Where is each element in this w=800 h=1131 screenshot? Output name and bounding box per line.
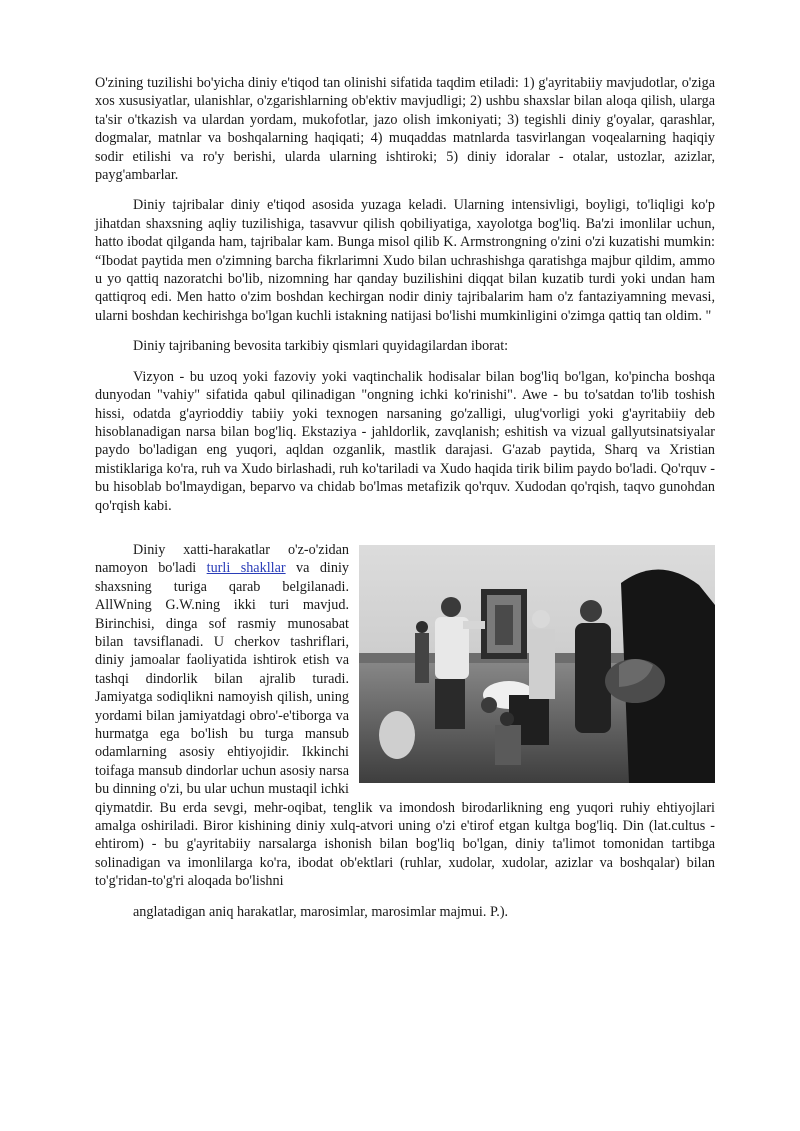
section-spacer (95, 527, 715, 541)
paragraph-components-intro: Diniy tajribaning bevosita tarkibiy qismlari quyidagilardan iborat: (133, 338, 509, 355)
religious-procession-photo-icon (359, 545, 715, 783)
paragraph-cult-definition-end: anglatadigan aniq harakatlar, marosimlar, marosimlar majmui. P.). (133, 903, 509, 920)
procession-photo (359, 545, 715, 783)
paragraph-vision-awe-ecstasy: Vizyon - bu uzoq yoki fazoviy yoki vaqtinchalik hodisalar bilan bog'liq bo'lgan, ko'pincha boshqa dunyodan "vahiy" sifatida qabul qilinadigan "ongning ichki ko'rinishi". Awe - bu to'satdan to'lib toshish hissi, odatda g'ayrioddiy tabiiy yoki texnogen narsaning go'zalligi, ulug'vorligi yoki g'ayritabiiy deb hisoblanadigan narsa bilan bog'liq. Ekstaziya - jahldorlik, zavqlanish; eshitish va vizual gallyutsinatsiyalar paydo bo'ladigan eng yuqori, aqldan ozganlik, mastlik darajasi. G'azab paytida, Sharq va Xristian mistiklariga ko'ra, ruh va Xudo birlashadi, ruh ko'tariladi va Xudo haqida tirik bilim paydo bo'ladi. Qo'rquv - bu hisoblab bo'lmaydigan, beparvo va chidab bo'lmas metafizik qo'rquv. Xudodan qo'rqish, taqvo gunohdan qo'rqish kabi. (95, 368, 715, 514)
paragraph-religious-experience: Diniy tajribalar diniy e'tiqod asosida yuzaga keladi. Ularning intensivligi, boyligi, to'liqligi ko'p jihatdan shaxsning aqliy tuzilishiga, tasavvur qilish qobiliyatiga, xayolotga bog'liq. Ba'zi imonlilar uchun, hatto ibodat qilganda ham, tajribalar kam. Bunga misol qilib K. Armstrongning o'zini o'zi kuzatishi mumkin: “Ibodat paytida men o'zimning barcha fikrlarimni Xudo bilan uchrashishga qaratishga majbur qildim, ammo u yo qattiq nazoratchi bo'lib, nizomning har qanday buzilishini diqqat bilan kuzatib turdi yoki undan ham qattiqroq edi. Men hatto o'zim boshdan kechirgan nodir diniy tajribalarim ham o'z fantaziyamning mevasi, ularni boshdan kechirishga bo'lgan kuchli istakning natijasi bo'lishi mumkinligini o'zimga qattiq tan oldim. " (95, 197, 715, 324)
document-body (95, 74, 715, 921)
paragraph-belief-structure: O'zining tuzilishi bo'yicha diniy e'tiqod tan olinishi sifatida taqdim etiladi: 1) g'ayritabiiy mavjudotlar, o'ziga xos xususiyatlar, ulanishlar, o'zgarishlarning ob'ektiv mavjudligi; 2) ushbu shaxslar bilan aloqa qilish, ularga ta'sir o'tkazish va ulardan yordam, mukofotlar, jazo olish imkoniyati; 3) tegishli diniy g'oyalar, qarashlar, dogmalar, matnlar va boshqalarning haqiqati; 4) muqaddas matnlarda tasvirlangan voqealarning haqiqiy sodir etilishi va ro'y berishi, ularda ularning ishtiroki; 5) diniy idoralar - otalar, ustozlar, azizlar, payg'ambarlar. (95, 75, 715, 184)
different-forms-link[interactable]: turli shakllar (206, 560, 286, 577)
paragraph-religious-behavior-start: Diniy xatti-harakatlar o'z-o'zidan namoyon bo'ladi (95, 541, 349, 577)
paragraph-religious-behavior-rest: va diniy shaxsning turiga qarab belgilanadi. AllWning G.W.ning ikki turi mavjud. Birinchisi, dinga sof rasmiy munosabat bilan tavsiflanadi. U cherkov tashriflari, diniy jamoalar faoliyatida ishtirok etish va tashqi dindorlik bilan ajralib turadi. Jamiyatga sodiqlikni namoyish qilish, uning yordami bilan jamiyatdagi obro'-e'tiborga va hurmatga ega bo'lish bu turga mansub odamlarning asosiy ehtiyojidir. Ikkinchi toifaga mansub dindorlar uchun asosiy narsa bu dinning o'zi, bu ular uchun mustaqil ichki qiymatdir. Bu erda sevgi, mehr-oqibat, tenglik va imondosh birodarlikning eng yuqori ruhiy ehtiyojlari amalga oshiriladi. Biror kishining diniy xulq-atvori uning o'zi e'tirof etgan kultga bog'liq. Din (lat.cultus - ehtirom) - bu g'ayritabiiy narsalarga ishonish bilan bog'liq bo'lgan, diniy ta'limot tomonidan tartibga solinadigan va imonlilarga ko'ra, ibodat ob'ektlari (ruhlar, xudolar, xudolar, azizlar va boshqalar) bilan to'g'ridan-to'g'ri aloqada bo'lishni (95, 560, 715, 890)
